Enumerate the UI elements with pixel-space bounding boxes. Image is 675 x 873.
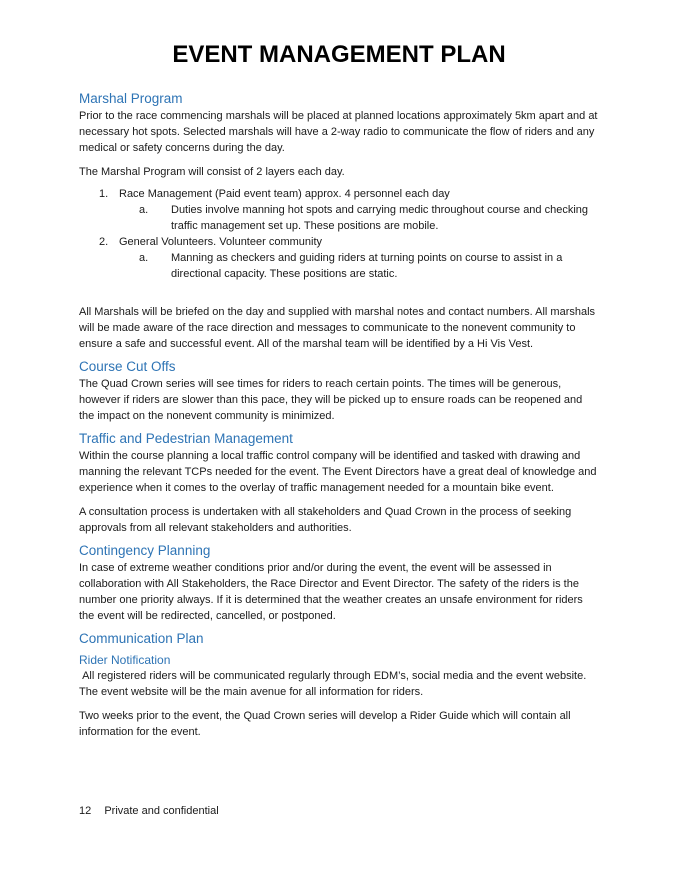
sub-list-item-text: Manning as checkers and guiding riders at turning points on course to assist in a directional capacity. These positions are static.	[171, 252, 563, 280]
document-body	[79, 90, 599, 740]
traffic-heading: Traffic and Pedestrian Management	[79, 431, 293, 446]
list-item	[79, 234, 599, 282]
contingency-paragraph-1: In case of extreme weather conditions prior and/or during the event, the event will be assessed in collaboration with All Stakeholders, the Race Director and Event Director. The safety of the riders is the number one priority always. If it is determined that the weather creates an unsafe environment for riders the event will be redirected, cancelled, or postponed.	[79, 562, 583, 622]
list-item-text: General Volunteers. Volunteer community	[119, 236, 323, 248]
marshal-heading: Marshal Program	[79, 91, 183, 106]
cutoffs-heading: Course Cut Offs	[79, 359, 176, 374]
cutoffs-paragraph-1: The Quad Crown series will see times for riders to reach certain points. The times will be generous, however if riders are slower than this pace, they will be picked up to ensure roads can be reopened and the impact on the nonevent community is minimized.	[79, 378, 583, 422]
page-footer	[79, 803, 219, 819]
contingency-heading: Contingency Planning	[79, 543, 211, 558]
sub-list-item	[119, 202, 599, 234]
traffic-paragraph-1: Within the course planning a local traffic control company will be identified and tasked with drawing and manning the relevant TCPs needed for the event. The Event Directors have a great deal of knowledge and experience when it comes to the overlay of traffic management needed for a mountain bike event.	[79, 450, 597, 494]
sub-list	[119, 250, 599, 282]
rider-notification-heading: Rider Notification	[79, 653, 171, 667]
marshal-paragraph-1: Prior to the race commencing marshals will be placed at planned locations approximately 5km apart and at necessary hot spots. Selected marshals will have a 2-way radio to communicate the flow of riders and any medical or safety concerns during the day.	[79, 110, 598, 154]
sub-list-letter: a.	[139, 204, 149, 216]
page-number: 12	[79, 805, 92, 817]
footer-label: Private and confidential	[104, 805, 219, 817]
traffic-paragraph-2: A consultation process is undertaken with all stakeholders and Quad Crown in the process of seeking approvals from all relevant stakeholders and authorities.	[79, 506, 572, 534]
communication-paragraph-2: Two weeks prior to the event, the Quad Crown series will develop a Rider Guide which will contain all information for the event.	[79, 710, 571, 738]
list-number: 2.	[99, 236, 109, 248]
marshal-paragraph-3: All Marshals will be briefed on the day and supplied with marshal notes and contact numbers. All marshals will be made aware of the race direction and messages to communicate to the nonevent community to ensure a safe and successful event. All of the marshal team will be identified by a Hi Vis Vest.	[79, 306, 596, 350]
sub-list-letter: a.	[139, 252, 149, 264]
sub-list-item-text: Duties involve manning hot spots and carrying medic throughout course and checking traffic management set up. These positions are mobile.	[171, 204, 589, 232]
list-item	[79, 186, 599, 234]
sub-list	[119, 202, 599, 234]
communication-heading: Communication Plan	[79, 631, 204, 646]
sub-list-item	[119, 250, 599, 282]
list-number: 1.	[99, 188, 109, 200]
list-item-text: Race Management (Paid event team) approx. 4 personnel each day	[119, 188, 450, 200]
marshal-layers-list	[79, 186, 599, 282]
marshal-paragraph-2: The Marshal Program will consist of 2 layers each day.	[79, 166, 345, 178]
document-title: EVENT MANAGEMENT PLAN	[172, 41, 506, 68]
communication-paragraph-1: All registered riders will be communicated regularly through EDM’s, social media and the event website. The event website will be the main avenue for all information for riders.	[79, 670, 590, 698]
